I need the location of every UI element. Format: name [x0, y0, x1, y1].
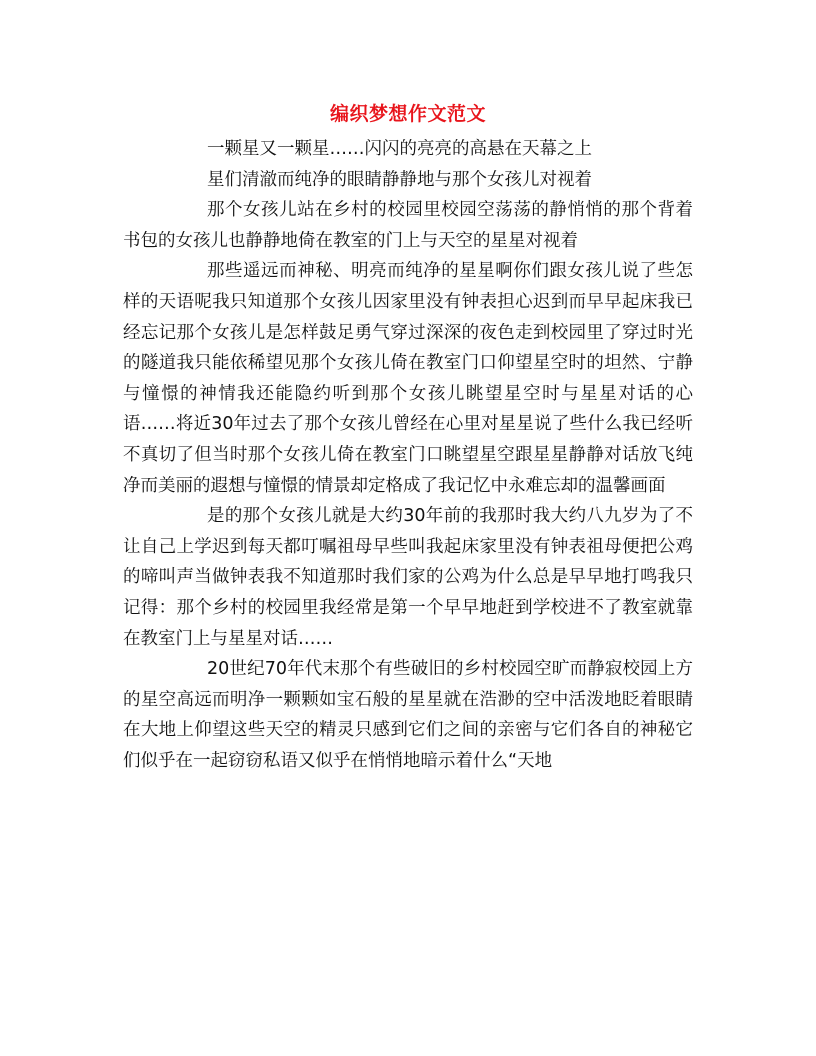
paragraph-2: 星们清澈而纯净的眼睛静静地与那个女孩儿对视着 [207, 169, 592, 190]
document-title: 编织梦想作文范文 [329, 103, 486, 125]
paragraph-1: 一颗星又一颗星……闪闪的亮亮的高悬在天幕之上 [207, 139, 592, 159]
paragraph-6: 20世纪70年代末那个有些破旧的乡村校园空旷而静寂校园上方的星空高远而明净一颗颗如宝石般的星星就在浩渺的空中活泼地眨着眼睛在大地上仰望这些天空的精灵只感到它们之间的亲密与它们各自的神秘它们似乎在一起窃窃私语又似乎在悄悄地暗示着什么“天地 [123, 659, 693, 771]
paragraph-3: 那个女孩儿站在乡村的校园里校园空荡荡的静悄悄的那个背着书包的女孩儿也静静地倚在教室的门上与天空的星星对视着 [123, 200, 693, 251]
paragraph-4: 那些遥远而神秘、明亮而纯净的星星啊你们跟女孩儿说了些怎样的天语呢我只知道那个女孩儿因家里没有钟表担心迟到而早早起床我已经忘记那个女孩儿是怎样鼓足勇气穿过深深的夜色走到校园里了穿过时光的隧道我只能依稀望见那个女孩儿倚在教室门口仰望星空时的坦然、宁静与憧憬的神情我还能隐约听到那个女孩儿眺望星空时与星星对话的心语……将近30年过去了那个女孩儿曾经在心里对星星说了些什么我已经听不真切了但当时那个女孩儿倚在教室门口眺望星空跟星星静静对话放飞纯净而美丽的遐想与憧憬的情景却定格成了我记忆中永难忘却的温馨画面 [123, 261, 693, 496]
paragraph-5: 是的那个女孩儿就是大约30年前的我那时我大约八九岁为了不让自己上学迟到每天都叮嘱祖母早些叫我起床家里没有钟表祖母便把公鸡的啼叫声当做钟表我不知道那时我们家的公鸡为什么总是早早地打鸣我只记得：那个乡村的校园里我经常是第一个早早地赶到学校进不了教室就靠在教室门上与星星对话…… [123, 506, 693, 649]
document-body [123, 134, 693, 776]
